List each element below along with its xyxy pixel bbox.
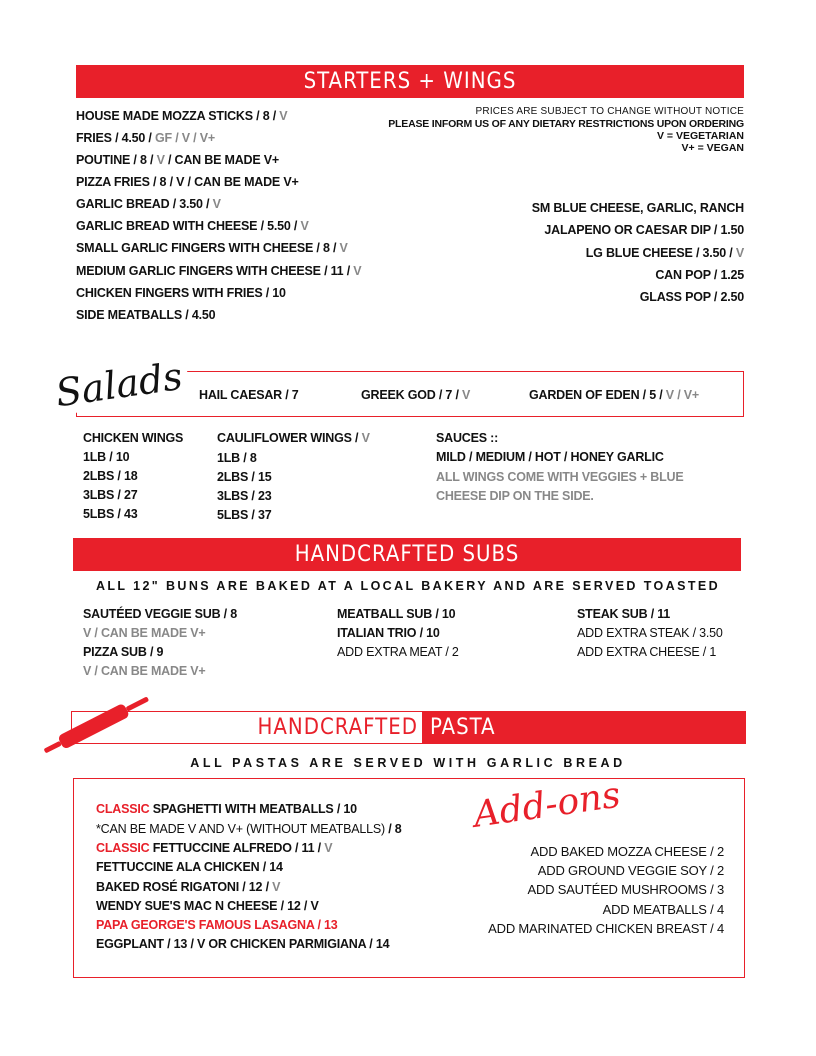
sub-note: V / CAN BE MADE V+: [83, 626, 206, 640]
wing-price: 3LBS / 27: [83, 488, 138, 502]
pop-item: CAN POP / 1.25: [655, 268, 744, 282]
pasta-item: CLASSIC SPAGHETTI WITH MEATBALLS / 10: [96, 802, 357, 816]
vegetarian-legend: V = VEGETARIAN: [656, 130, 744, 142]
salads-title: Salads: [49, 353, 191, 416]
dietary-notice: PLEASE INFORM US OF ANY DIETARY RESTRICTIONS UPON ORDERING: [388, 118, 744, 130]
sub-note: V / CAN BE MADE V+: [83, 664, 206, 678]
menu-item: CHICKEN FINGERS WITH FRIES / 10: [76, 286, 286, 300]
sub-addon: ADD EXTRA MEAT / 2: [337, 645, 459, 659]
pasta-item: WENDY SUE'S MAC N CHEESE / 12 / V: [96, 899, 319, 913]
price-notice: PRICES ARE SUBJECT TO CHANGE WITHOUT NOTICE: [475, 106, 744, 117]
addon-item: ADD GROUND VEGGIE SOY / 2: [537, 863, 724, 878]
sauces-list: MILD / MEDIUM / HOT / HONEY GARLIC: [436, 450, 664, 464]
dip-item: SM BLUE CHEESE, GARLIC, RANCH: [531, 201, 744, 215]
wing-price: 2LBS / 18: [83, 469, 138, 483]
wing-price: 3LBS / 23: [217, 489, 272, 503]
pasta-subtitle: ALL PASTAS ARE SERVED WITH GARLIC BREAD: [190, 756, 626, 770]
sub-addon: ADD EXTRA STEAK / 3.50: [577, 626, 723, 640]
notice-block: [324, 106, 744, 154]
vegan-legend: V+ = VEGAN: [681, 142, 744, 154]
sub-addon: ADD EXTRA CHEESE / 1: [577, 645, 717, 659]
wing-price: 5LBS / 43: [83, 507, 138, 521]
subs-banner: [73, 538, 741, 571]
addon-item: ADD BAKED MOZZA CHEESE / 2: [530, 844, 724, 859]
subs-subtitle: ALL 12" BUNS ARE BAKED AT A LOCAL BAKERY AND ARE SERVED TOASTED: [95, 579, 721, 593]
addon-item: ADD SAUTÉED MUSHROOMS / 3: [527, 882, 724, 897]
menu-item: POUTINE / 8 / V / CAN BE MADE V+: [76, 153, 280, 167]
wing-price: 5LBS / 37: [217, 508, 272, 522]
menu-item: MEDIUM GARLIC FINGERS WITH CHEESE / 11 / V: [76, 264, 362, 278]
addon-item: ADD MEATBALLS / 4: [602, 902, 724, 917]
pasta-item: BAKED ROSÉ RIGATONI / 12 / V: [96, 880, 281, 894]
salad-item: GARDEN OF EDEN / 5 / V / V+: [529, 388, 699, 402]
dip-item: JALAPENO OR CAESAR DIP / 1.50: [544, 223, 744, 237]
sub-item: ITALIAN TRIO / 10: [337, 626, 440, 640]
sub-item: STEAK SUB / 11: [577, 607, 671, 621]
pasta-title-left: HANDCRAFTED: [257, 715, 418, 740]
addons-title: Add-ons: [471, 774, 623, 836]
pasta-item: *CAN BE MADE V AND V+ (WITHOUT MEATBALLS) / 8: [96, 822, 402, 836]
dip-item: LG BLUE CHEESE / 3.50 / V: [585, 246, 744, 260]
wing-price: 2LBS / 15: [217, 470, 272, 484]
sauces-note: ALL WINGS COME WITH VEGGIES + BLUE: [436, 470, 684, 484]
menu-item: GARLIC BREAD WITH CHEESE / 5.50 / V: [76, 219, 309, 233]
salad-item: HAIL CAESAR / 7: [199, 388, 299, 402]
starters-banner: [76, 65, 744, 98]
wing-price: 1LB / 10: [83, 450, 130, 464]
pasta-item: EGGPLANT / 13 / V OR CHICKEN PARMIGIANA / 14: [96, 937, 390, 951]
sub-item: SAUTÉED VEGGIE SUB / 8: [83, 607, 237, 621]
menu-item: SMALL GARLIC FINGERS WITH CHEESE / 8 / V: [76, 241, 348, 255]
sauces-title: SAUCES ::: [436, 431, 499, 445]
pasta-item: CLASSIC FETTUCCINE ALFREDO / 11 / V: [96, 841, 333, 855]
pop-item: GLASS POP / 2.50: [639, 290, 744, 304]
menu-item: SIDE MEATBALLS / 4.50: [76, 308, 216, 322]
chicken-wings-title: CHICKEN WINGS: [83, 431, 184, 445]
menu-item: PIZZA FRIES / 8 / V / CAN BE MADE V+: [76, 175, 299, 189]
menu-item: GARLIC BREAD / 3.50 / V: [76, 197, 221, 211]
pasta-title-right: PASTA: [422, 711, 746, 744]
starters-title: STARTERS + WINGS: [303, 69, 517, 94]
sauces-note: CHEESE DIP ON THE SIDE.: [436, 489, 594, 503]
pasta-item-featured: PAPA GEORGE'S FAMOUS LASAGNA / 13: [96, 918, 338, 932]
menu-item: HOUSE MADE MOZZA STICKS / 8 / V: [76, 109, 288, 123]
cauliflower-wings-title: CAULIFLOWER WINGS / V: [217, 431, 370, 445]
sub-item: PIZZA SUB / 9: [83, 645, 164, 659]
addon-item: ADD MARINATED CHICKEN BREAST / 4: [488, 921, 724, 936]
salad-item: GREEK GOD / 7 / V: [361, 388, 471, 402]
rolling-pin-icon: [34, 688, 160, 760]
wing-price: 1LB / 8: [217, 451, 257, 465]
subs-title: HANDCRAFTED SUBS: [294, 542, 520, 567]
menu-item: FRIES / 4.50 / GF / V / V+: [76, 131, 215, 145]
pasta-item: FETTUCCINE ALA CHICKEN / 14: [96, 860, 283, 874]
sub-item: MEATBALL SUB / 10: [337, 607, 456, 621]
